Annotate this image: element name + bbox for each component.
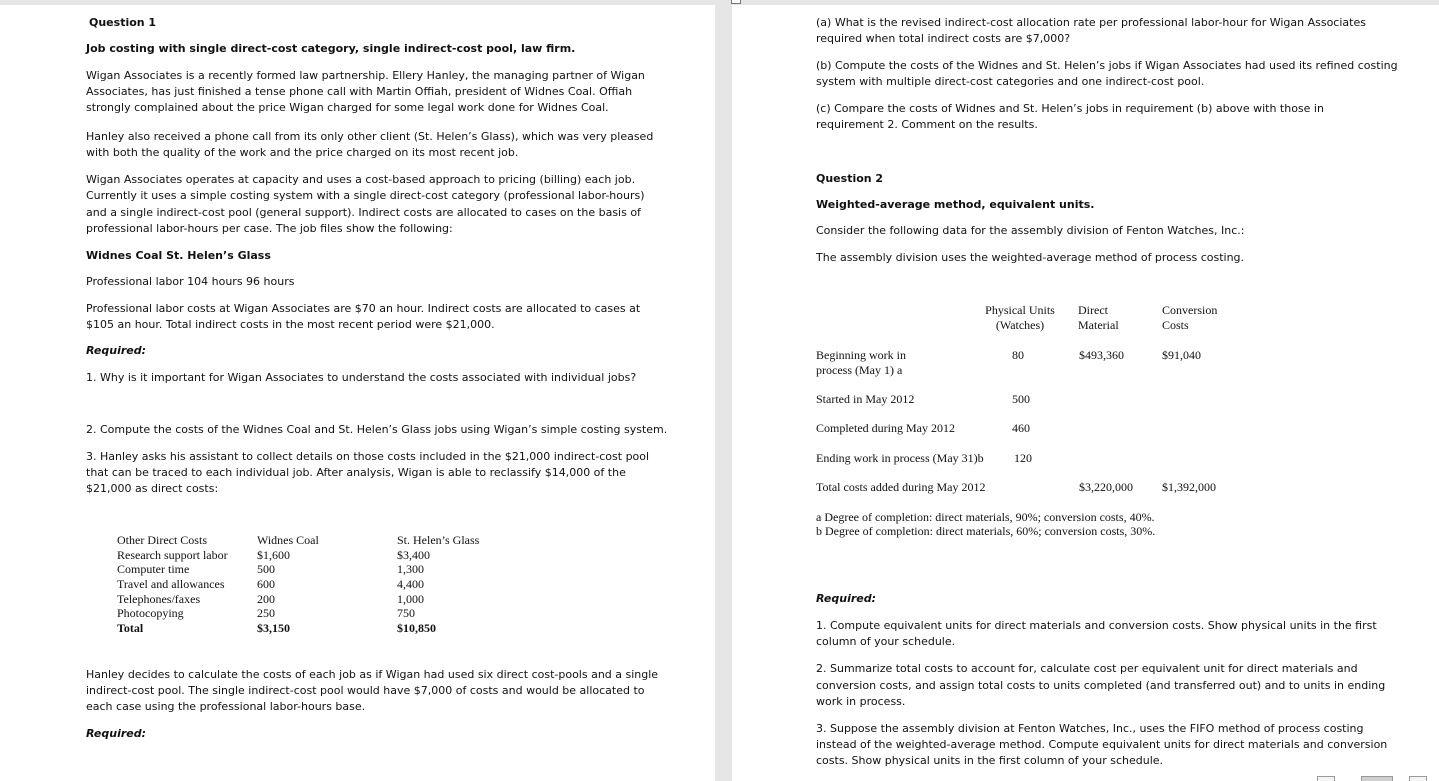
para1-line: Wigan Associates is a recently formed law partnership. Ellery Hanley, the managing partner of Wigan (86, 69, 645, 82)
requirement-3-line: 3. Hanley asks his assistant to collect details on those costs included in the $21,000 indirect-cost pool (86, 450, 650, 463)
row-label: Total costs added during May 2012 (816, 480, 986, 494)
job-headers-line: Widnes Coal St. Helen’s Glass (86, 249, 271, 262)
required-heading: Required: (816, 592, 877, 605)
requirement-3-line: $21,000 as direct costs: (86, 482, 219, 495)
row-label: Started in May 2012 (816, 392, 915, 406)
table-cell: $10,850 (397, 621, 436, 636)
table-header-cell: Other Direct Costs (117, 533, 207, 547)
view-button-active[interactable] (1361, 776, 1393, 781)
table-cell: Telephones/faxes (117, 591, 201, 606)
table-cell: Travel and allowances (117, 577, 225, 592)
table-header-cell: Widnes Coal (257, 533, 319, 547)
question-1-title: Question 1 (89, 16, 157, 29)
labor-hours-line: Professional labor 104 hours 96 hours (86, 275, 295, 288)
q2-requirement-2-line: work in process. (816, 695, 906, 708)
required-heading: Required: (86, 344, 147, 357)
requirement-b-line: system with multiple direct-cost categories and one indirect-cost pool. (816, 75, 1205, 88)
footnote-b: b Degree of completion: direct materials, 60%; conversion costs, 30%. (816, 524, 1156, 538)
q2-requirement-1-line: 1. Compute equivalent units for direct materials and conversion costs. Show physical units in the first (816, 619, 1377, 632)
footnote-a: a Degree of completion: direct materials, 90%; conversion costs, 40%. (816, 510, 1155, 524)
table-cell: 250 (257, 606, 275, 621)
table-header-row (117, 533, 537, 548)
requirement-2: 2. Compute the costs of the Widnes Coal and St. Helen’s Glass jobs using Wigan’s simple costing system. (86, 423, 668, 436)
other-direct-costs-table (117, 533, 537, 636)
table-cell: 750 (397, 606, 415, 621)
para3-line: Wigan Associates operates at capacity and uses a cost-based approach to pricing (billing) each job. (86, 173, 636, 186)
para2-line: with both the quality of the work and the price charged on its most recent job. (86, 146, 519, 159)
requirement-c-line: requirement 2. Comment on the results. (816, 118, 1038, 131)
units-cell: 460 (1012, 421, 1030, 435)
col-header-conversion-costs: Conversion Costs (1162, 303, 1218, 332)
table-cell: $3,400 (397, 547, 430, 562)
row-label: Completed during May 2012 (816, 421, 955, 435)
table-cell: $1,600 (257, 547, 290, 562)
table-cell: 1,000 (397, 591, 424, 606)
document-page-right (732, 5, 1439, 781)
q2-requirement-3-line: 3. Suppose the assembly division at Fenton Watches, Inc., uses the FIFO method of process costing (816, 722, 1364, 735)
table-cell: $3,150 (257, 621, 290, 636)
table-cell: Computer time (117, 562, 190, 577)
para3-line: and a single indirect-cost pool (general support). Indirect costs are allocated to cases on the basis of (86, 206, 641, 219)
table-cell: Total (117, 621, 144, 636)
para3-line: Currently it uses a simple costing system with a single direct-cost category (professional labor-hours) (86, 189, 645, 202)
q2-requirement-2-line: 2. Summarize total costs to account for, calculate cost per equivalent unit for direct materials and (816, 662, 1358, 675)
document-page-left (0, 5, 715, 781)
table-row (117, 592, 537, 607)
q2-requirement-3-line: instead of the weighted-average method. Compute equivalent units for direct materials and conversion (816, 738, 1388, 751)
view-button[interactable] (1317, 776, 1335, 781)
process-costing-table (816, 303, 1256, 503)
para2-line: Hanley also received a phone call from its only other client (St. Helen’s Glass), which was very pleased (86, 130, 654, 143)
q2-requirement-2-line: conversion costs, and assign total costs to units completed (and transferred out) and to units in ending (816, 679, 1386, 692)
col-header-direct-material: Direct Material (1078, 303, 1119, 332)
para4-line: Professional labor costs at Wigan Associates are $70 an hour. Indirect costs are allocated to cases at (86, 302, 641, 315)
requirement-1: 1. Why is it important for Wigan Associates to understand the costs associated with individual jobs? (86, 371, 637, 384)
units-cell: 80 (1012, 348, 1024, 362)
question-2-title: Question 2 (816, 172, 884, 185)
required-heading: Required: (86, 727, 147, 740)
para5-line: Hanley decides to calculate the costs of each job as if Wigan had used six direct cost-pools and a single (86, 668, 659, 681)
table-total-row (117, 621, 537, 636)
row-label: Ending work in process (May 31)b (816, 451, 984, 465)
q2-requirement-3-line: costs. Show physical units in the first column of your schedule. (816, 754, 1164, 767)
table-header-cell: St. Helen’s Glass (397, 533, 480, 547)
table-row (117, 562, 537, 577)
table-cell: 4,400 (397, 577, 424, 592)
question-2-method: The assembly division uses the weighted-average method of process costing. (816, 251, 1245, 264)
q2-requirement-1-line: column of your schedule. (816, 635, 956, 648)
requirement-a-line: (a) What is the revised indirect-cost allocation rate per professional labor-hour for Wigan Associates (816, 16, 1366, 29)
table-row (117, 606, 537, 621)
table-cell: 1,300 (397, 562, 424, 577)
units-cell: 500 (1012, 392, 1030, 406)
question-1-subtitle: Job costing with single direct-cost category, single indirect-cost pool, law firm. (86, 42, 576, 55)
page-break-marker (731, 0, 741, 4)
col-header-physical-units: Physical Units (Watches) (985, 303, 1055, 332)
table-row (117, 577, 537, 592)
para1-line: strongly complained about the price Wigan charged for some legal work done for Widnes Coal. (86, 101, 609, 114)
table-cell: 200 (257, 591, 275, 606)
cc-cell: $1,392,000 (1162, 480, 1216, 494)
table-cell: Photocopying (117, 606, 184, 621)
para3-line: professional labor-hours per case. The job files show the following: (86, 222, 453, 235)
requirement-a-line: required when total indirect costs are $7,000? (816, 32, 1071, 45)
dm-cell: $3,220,000 (1079, 480, 1133, 494)
para5-line: indirect-cost pool. The single indirect-cost pool would have $7,000 of costs and would be allocated to (86, 684, 645, 697)
table-cell: Research support labor (117, 547, 228, 562)
para5-line: each case using the professional labor-hours base. (86, 700, 366, 713)
para4-line: $105 an hour. Total indirect costs in the most recent period were $21,000. (86, 318, 495, 331)
question-2-subtitle: Weighted-average method, equivalent units. (816, 198, 1095, 211)
table-cell: 500 (257, 562, 275, 577)
table-cell: 600 (257, 577, 275, 592)
requirement-3-line: that can be traced to each individual job. After analysis, Wigan is able to reclassify $14,000 of the (86, 466, 626, 479)
dm-cell: $493,360 (1079, 348, 1124, 362)
requirement-c-line: (c) Compare the costs of Widnes and St. Helen’s jobs in requirement (b) above with those in (816, 102, 1324, 115)
status-bar-view-buttons (1309, 776, 1439, 781)
row-label: Beginning work in process (May 1) a (816, 348, 906, 377)
cc-cell: $91,040 (1162, 348, 1201, 362)
units-cell: 120 (1014, 451, 1032, 465)
requirement-b-line: (b) Compute the costs of the Widnes and St. Helen’s jobs if Wigan Associates had used its refined costing (816, 59, 1398, 72)
view-button[interactable] (1409, 776, 1427, 781)
para1-line: Associates, has just finished a tense phone call with Martin Offiah, president of Widnes Coal. Offiah (86, 85, 633, 98)
question-2-intro: Consider the following data for the assembly division of Fenton Watches, Inc.: (816, 224, 1245, 237)
table-row (117, 548, 537, 563)
